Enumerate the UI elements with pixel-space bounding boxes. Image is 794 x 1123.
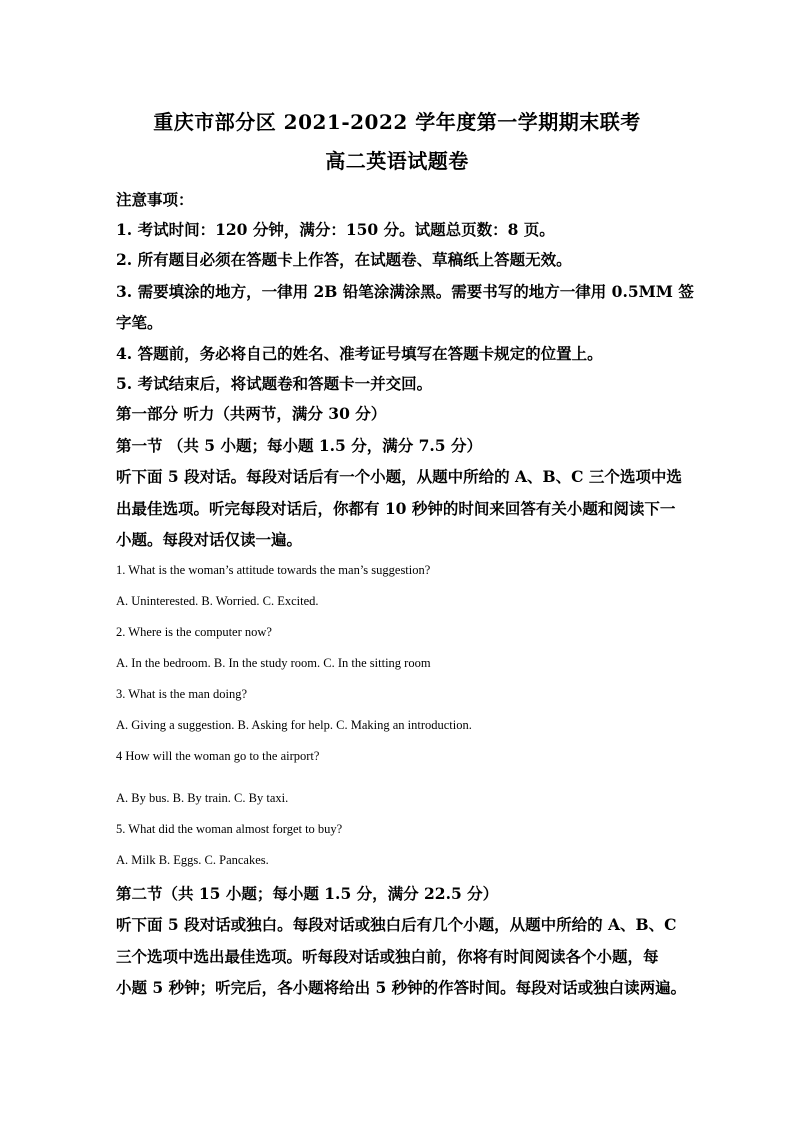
exam-title: 重庆市部分区 2021-2022 学年度第一学期期末联考 [153, 110, 641, 134]
question-4-options: A. By bus. B. By train. C. By taxi. [116, 791, 289, 805]
notice-item-5: 5. 考试结束后，将试题卷和答题卡一并交回。 [116, 374, 433, 393]
section1-instructions-line2: 出最佳选项。听完每段对话后，你都有 10 秒钟的时间来回答有关小题和阅读下一 [116, 499, 676, 518]
question-3-options: A. Giving a suggestion. B. Asking for help. C. Making an introduction. [116, 718, 472, 732]
question-5-options: A. Milk B. Eggs. C. Pancakes. [116, 853, 269, 867]
question-2-options: A. In the bedroom. B. In the study room. C. In the sitting room [116, 656, 431, 670]
question-2: 2. Where is the computer now? [116, 625, 272, 639]
section2-instructions-line3: 小题 5 秒钟；听完后，各小题将给出 5 秒钟的作答时间。每段对话或独白读两遍。 [116, 978, 687, 997]
notice-item-3: 3. 需要填涂的地方，一律用 2B 铅笔涂满涂黑。需要书写的地方一律用 0.5MM 签 [116, 282, 694, 301]
section1-instructions-line1: 听下面 5 段对话。每段对话后有一个小题，从题中所给的 A、B、C 三个选项中选 [116, 467, 682, 486]
notice-heading: 注意事项： [116, 190, 194, 209]
notice-item-1: 1. 考试时间：120 分钟，满分：150 分。试题总页数：8 页。 [116, 220, 555, 239]
notice-item-2: 2. 所有题目必须在答题卡上作答，在试题卷、草稿纸上答题无效。 [116, 250, 572, 269]
section1-heading: 第一节 （共 5 小题；每小题 1.5 分，满分 7.5 分） [116, 436, 482, 455]
exam-subtitle: 高二英语试题卷 [325, 149, 469, 173]
section2-heading: 第二节（共 15 小题；每小题 1.5 分，满分 22.5 分） [116, 884, 499, 903]
question-1-options: A. Uninterested. B. Worried. C. Excited. [116, 594, 319, 608]
question-4: 4 How will the woman go to the airport? [116, 749, 320, 763]
question-1: 1. What is the woman’s attitude towards the man’s suggestion? [116, 563, 431, 577]
notice-item-3-cont: 字笔。 [116, 313, 163, 332]
question-3: 3. What is the man doing? [116, 687, 247, 701]
question-5: 5. What did the woman almost forget to buy? [116, 822, 343, 836]
part1-heading: 第一部分 听力（共两节，满分 30 分） [116, 404, 387, 423]
section2-instructions-line2: 三个选项中选出最佳选项。听每段对话或独白前，你将有时间阅读各个小题，每 [116, 947, 659, 966]
section1-instructions-line3: 小题。每段对话仅读一遍。 [116, 530, 303, 549]
notice-item-4: 4. 答题前，务必将自己的姓名、准考证号填写在答题卡规定的位置上。 [116, 344, 603, 363]
section2-instructions-line1: 听下面 5 段对话或独白。每段对话或独白后有几个小题，从题中所给的 A、B、C [116, 915, 677, 934]
